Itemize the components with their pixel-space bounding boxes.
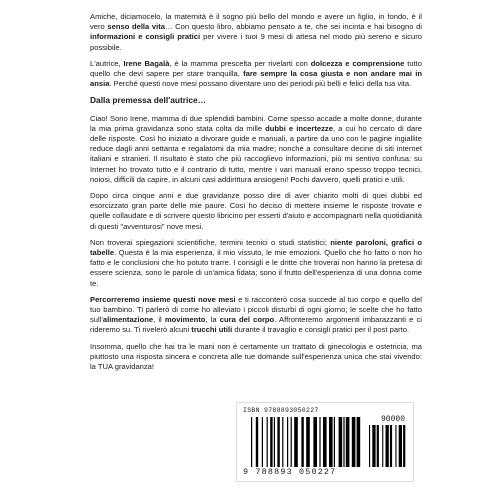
back-cover-text [90,12,422,378]
intro-section [90,12,422,89]
isbn-digits: 9 788893 050227 [243,467,337,477]
paragraph [90,238,422,289]
barcode-bar [274,417,275,467]
paragraph [90,59,422,90]
bold-text: fare sempre la cosa giusta e non andare mai in ansia [90,69,422,89]
barcode-bar [357,417,361,467]
barcode-bar [399,425,402,467]
text-run: per vivere i tuoi 9 mesi di attesa nel modo più sereno e sicuro possibile. [90,32,422,52]
barcode-bar [403,425,405,467]
bold-text: Percorreremo insieme questi nove mesi [90,294,236,304]
bold-text: dolcezza e comprensione [310,58,405,68]
barcode-bar [339,417,343,467]
text-run: , è la mamma prescelta per rivelarti con [169,58,311,68]
barcode-bar [390,425,392,467]
bold-text: alimentazione [102,315,154,325]
paragraph [90,114,422,185]
barcode-bar [352,417,356,467]
barcode-bar [369,425,370,467]
text-run: Dopo circa cinque anni e due gravidanze posso dire di aver chiarito molti di quei dubbi ed esorcizzato gran parte delle mie paure. Così ho deciso di mettere insieme le risposte trovate e quelle collaudate e di scrivere questo libricino per esserti d'aiuto e accompagnarti nella quotidianità di questi "avventurosi" nove mesi. [90,191,422,231]
barcode-bar [294,417,298,467]
paragraph [90,295,422,336]
barcode-bar [270,417,272,467]
text-run: . Affronteremo argomenti imbarazzanti e ci rideremo su. Ti rivelerò alcuni [90,315,422,335]
isbn-label: ISBN 9788893050227 [243,407,319,414]
bold-text: dubbi e incertezze [265,123,333,133]
bold-text: trucchi utili [191,325,233,335]
paragraph [90,12,422,53]
barcode-bar [256,417,258,467]
barcode-bar [329,417,333,467]
barcode-bar [382,425,383,467]
text-run: , la [205,315,220,325]
text-run: Insomma, quello che hai tra le mani non è certamente un trattato di ginecologia e ostetricia, ma piuttosto una risposta sincera e concreta alle tue domande sull'esperienza unica che stai vivendo: la TUA gravidanza! [90,341,422,372]
bold-text: cura del corpo [219,315,275,325]
section-heading: Dalla premessa dell'autrice… [90,95,207,106]
text-run: tutto quello che devi sapere per stare tranquilla, [90,58,422,79]
barcode-bar [343,417,344,467]
barcode-bar [395,425,396,467]
text-run: e ti racconterò cosa succede al tuo corpo e quello del tuo bambino. Ti parlerò di come ho alleviato i piccoli disturbi di ogni giorno; le scelte che ho fatto sull' [90,294,422,325]
text-run: . Questa è la mia esperienza, il mio vissuto, le mie emozioni. Quello che ho fatto o non ho fatto e le conclusioni che ho potuto trarre. I consigli e le dritte che troverai non hanno la pretesa di essere scienza, sono le parole di un'amica fidata; sono il frutto dell'esperienza di una donna come te. [90,248,422,288]
paragraph [90,342,422,373]
barcode-bar [386,425,389,467]
preface-excerpt [90,114,422,373]
text-run: … Con questo libro, abbiamo pensato a te, che sei incinta e hai bisogno di [164,22,422,32]
barcode-bar [319,417,320,467]
text-run: , il [153,315,165,325]
barcode-bar [287,417,288,467]
price-code: 90000 [380,415,405,424]
barcode-bar [334,417,335,467]
bold-text: niente paroloni, grafici o tabelle [90,237,422,258]
barcode-bar [251,417,252,467]
barcode-bar [277,417,279,467]
text-run: , a cui ho cercato di dare delle risposte. Così ho iniziato a divorare guide e manuali, a partire da uno con le pagine ingiallite reduce dagli anni settanta e regalatomi da mia madre; nonché a consultare decine di siti internet italiani e stranieri. Il risultato è stato che più raccoglievo informazioni, più mi sentivo confusa: su Internet ho trovato tutto e il contrario di tutto, mentre i vari manuali erano spesso troppo tecnici, noiosi, difficili da capire, in alcuni casi addirittura ansiogeni! Pochi davvero, quelli pratici e utili. [90,123,422,184]
paragraph [90,191,422,232]
barcode-bar [306,417,310,467]
bold-text: movimento [164,315,206,325]
isbn-barcode [236,402,414,482]
barcode-bar [282,417,283,467]
bold-text: senso della vita [107,22,165,32]
barcode-bar [346,417,350,467]
barcode-bar [313,417,317,467]
barcode-bars [251,417,363,467]
text-run: L'autrice, [90,58,124,68]
barcode-bar [267,417,268,467]
barcode-bar [301,417,303,467]
bold-text: informazioni e consigli pratici [90,32,201,42]
barcode-bar [291,417,292,467]
text-run: durante il travaglio e consigli pratici per il post parto. [232,325,410,335]
text-run: . Perché questi nove mesi possano diventare uno dei periodi più belli e felici della tua vita. [109,79,412,89]
text-run: Ciao! Sono Irene, mamma di due splendidi bambini. Come spesso accade a molte donne, durante la mia prima gravidanza sono stata colta da mille [90,113,422,133]
addon-barcode-bars [369,425,407,467]
bold-text: Irene Bagalà [123,58,170,68]
barcode-bar [372,425,375,467]
barcode-bar [377,425,379,467]
barcode-bar [323,417,327,467]
barcode-bar [262,417,263,467]
text-run: Non troverai spiegazioni scientifiche, termini tecnici o studi statistici; [90,237,331,247]
text-run: Amiche, diciamocelo, la maternità è il sogno più bello del mondo e avere un figlio, in fondo, è il vero [90,12,422,32]
